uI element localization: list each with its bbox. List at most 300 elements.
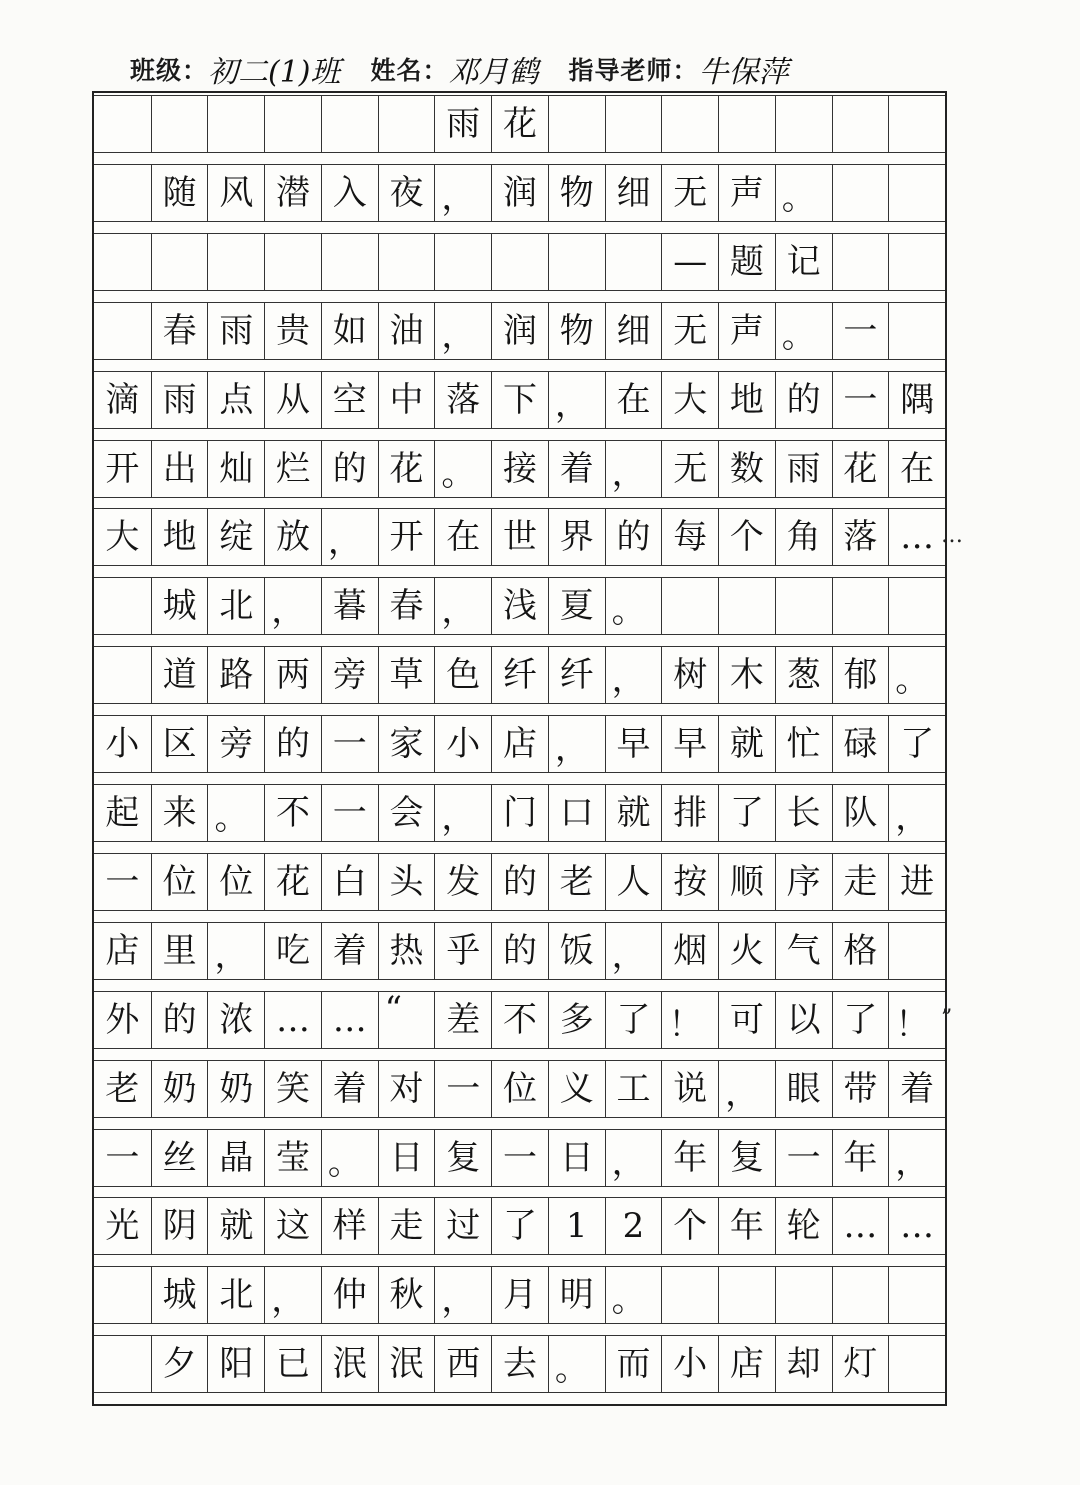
grid-cell bbox=[207, 96, 264, 152]
grid-cell: 碌 bbox=[832, 716, 889, 772]
grid-cell: 春 bbox=[378, 578, 435, 634]
grid-cell: 一 bbox=[832, 303, 889, 359]
grid-cell bbox=[718, 578, 775, 634]
grid-cell: 雨 bbox=[151, 372, 208, 428]
grid-cell: 饭 bbox=[548, 923, 605, 979]
grid-cell: 了 bbox=[491, 1198, 548, 1254]
grid-cell: 空 bbox=[321, 372, 378, 428]
grid-cell: 却 bbox=[775, 1336, 832, 1392]
grid-cell: 开 bbox=[105, 448, 140, 489]
grid-cell: ， bbox=[434, 785, 491, 841]
grid-cell: 烂 bbox=[264, 441, 321, 497]
grid-cell: 。 bbox=[605, 578, 662, 634]
grid-cell: 草 bbox=[378, 647, 435, 703]
grid-cell: 。 bbox=[605, 1267, 662, 1323]
grid-row bbox=[94, 233, 945, 291]
grid-cell: 老 bbox=[105, 1068, 140, 1109]
grid-cell: 一 bbox=[775, 1130, 832, 1186]
grid-cell: 着 bbox=[888, 1061, 945, 1117]
grid-cell: 奶 bbox=[207, 1061, 264, 1117]
grid-cell: 润 bbox=[491, 165, 548, 221]
grid-cell: 了 bbox=[605, 992, 662, 1048]
grid-row bbox=[94, 715, 945, 773]
grid-cell: 的 bbox=[491, 854, 548, 910]
grid-cell: 的 bbox=[264, 716, 321, 772]
grid-cell: 多 bbox=[548, 992, 605, 1048]
grid-cell: 明 bbox=[548, 1267, 605, 1323]
class-label: 班级： bbox=[130, 56, 209, 85]
grid-cell: 题 bbox=[718, 234, 775, 290]
grid-cell: 一 bbox=[105, 861, 140, 902]
grid-cell bbox=[832, 234, 889, 290]
grid-cell: 浓 bbox=[207, 992, 264, 1048]
grid-cell: 开 bbox=[378, 509, 435, 565]
grid-cell: 队 bbox=[832, 785, 889, 841]
grid-cell: 葱 bbox=[775, 647, 832, 703]
grid-cell: 记 bbox=[775, 234, 832, 290]
grid-cell: 店 bbox=[491, 716, 548, 772]
grid-cell: 年 bbox=[661, 1130, 718, 1186]
grid-row bbox=[94, 646, 945, 704]
grid-cell: 的 bbox=[605, 509, 662, 565]
grid-cell: 以 bbox=[775, 992, 832, 1048]
grid-cell: 就 bbox=[718, 716, 775, 772]
grid-cell: 阳 bbox=[207, 1336, 264, 1392]
grid-cell: 一 bbox=[491, 1130, 548, 1186]
grid-cell bbox=[321, 96, 378, 152]
grid-cell: 落 bbox=[434, 372, 491, 428]
grid-cell: ， bbox=[605, 441, 662, 497]
grid-cell: 工 bbox=[605, 1061, 662, 1117]
grid-cell: 月 bbox=[491, 1267, 548, 1323]
grid-cell bbox=[775, 578, 832, 634]
grid-cell: 在 bbox=[434, 509, 491, 565]
grid-cell: 乎 bbox=[434, 923, 491, 979]
grid-cell: 对 bbox=[378, 1061, 435, 1117]
grid-cell: 风 bbox=[207, 165, 264, 221]
grid-cell: 位 bbox=[151, 854, 208, 910]
grid-cell: 点 bbox=[207, 372, 264, 428]
grid-cell bbox=[378, 234, 435, 290]
grid-cell bbox=[491, 234, 548, 290]
grid-cell: 白 bbox=[321, 854, 378, 910]
grid-cell: ， bbox=[434, 578, 491, 634]
grid-cell: 格 bbox=[832, 923, 889, 979]
grid-cell bbox=[94, 165, 151, 221]
grid-cell: 角 bbox=[775, 509, 832, 565]
grid-cell: 。 bbox=[775, 303, 832, 359]
grid-cell: ， bbox=[888, 1130, 945, 1186]
grid-cell: 花 bbox=[832, 441, 889, 497]
grid-cell: 浅 bbox=[491, 578, 548, 634]
grid-row bbox=[94, 440, 945, 498]
grid-cell: 。 bbox=[548, 1336, 605, 1392]
grid-cell: 夕 bbox=[151, 1336, 208, 1392]
grid-cell: 随 bbox=[151, 165, 208, 221]
grid-cell: 一 bbox=[321, 716, 378, 772]
grid-cell: 口 bbox=[548, 785, 605, 841]
grid-cell: 泯 bbox=[321, 1336, 378, 1392]
grid-cell bbox=[605, 234, 662, 290]
grid-row bbox=[94, 1335, 945, 1393]
grid-cell: 差 bbox=[434, 992, 491, 1048]
grid-cell: 头 bbox=[378, 854, 435, 910]
grid-cell: 长 bbox=[775, 785, 832, 841]
grid-cell: ， bbox=[548, 716, 605, 772]
grid-cell: 贵 bbox=[264, 303, 321, 359]
grid-cell bbox=[151, 234, 208, 290]
grid-cell: 接 bbox=[491, 441, 548, 497]
grid-cell: 可 bbox=[718, 992, 775, 1048]
grid-cell: 一 bbox=[832, 372, 889, 428]
grid-cell: 泯 bbox=[378, 1336, 435, 1392]
grid-cell: 位 bbox=[491, 1061, 548, 1117]
grid-cell: 旁 bbox=[207, 716, 264, 772]
grid-cell: 旁 bbox=[321, 647, 378, 703]
grid-cell: 热 bbox=[378, 923, 435, 979]
teacher-value: 牛保萍 bbox=[698, 55, 789, 90]
grid-cell: 区 bbox=[151, 716, 208, 772]
grid-cell: 气 bbox=[775, 923, 832, 979]
grid-cell: 着 bbox=[321, 923, 378, 979]
grid-cell: 大 bbox=[661, 372, 718, 428]
grid-cell: 灿 bbox=[207, 441, 264, 497]
grid-cell: 奶 bbox=[151, 1061, 208, 1117]
grid-cell: ， bbox=[264, 578, 321, 634]
grid-cell: 起 bbox=[105, 793, 140, 833]
grid-cell bbox=[888, 1336, 945, 1392]
grid-cell: 店 bbox=[105, 930, 140, 971]
grid-cell: 阴 bbox=[151, 1198, 208, 1254]
grid-cell: 的 bbox=[491, 923, 548, 979]
grid-cell: 外 bbox=[105, 999, 140, 1040]
name-value: 邓月鹤 bbox=[448, 55, 539, 90]
grid-cell bbox=[888, 1267, 945, 1323]
grid-cell: 一 bbox=[321, 785, 378, 841]
grid-cell bbox=[832, 1267, 889, 1323]
grid-cell: 秋 bbox=[378, 1267, 435, 1323]
grid-cell: 落 bbox=[832, 509, 889, 565]
grid-cell: 小 bbox=[434, 716, 491, 772]
grid-cell: … bbox=[832, 1198, 889, 1254]
grid-cell: 。 bbox=[321, 1130, 378, 1186]
grid-cell bbox=[264, 234, 321, 290]
grid-cell bbox=[888, 234, 945, 290]
grid-cell bbox=[832, 578, 889, 634]
grid-cell: 年 bbox=[832, 1130, 889, 1186]
grid-cell: 早 bbox=[605, 716, 662, 772]
grid-cell: 小 bbox=[661, 1336, 718, 1392]
grid-cell: 日 bbox=[548, 1130, 605, 1186]
grid-cell bbox=[264, 96, 321, 152]
grid-cell bbox=[888, 923, 945, 979]
grid-cell bbox=[661, 1267, 718, 1323]
grid-cell: 油 bbox=[378, 303, 435, 359]
grid-cell: 色 bbox=[434, 647, 491, 703]
grid-cell: 如 bbox=[321, 303, 378, 359]
grid-cell bbox=[888, 96, 945, 152]
grid-cell: 不 bbox=[491, 992, 548, 1048]
grid-cell: ， bbox=[605, 923, 662, 979]
grid-cell: 而 bbox=[605, 1336, 662, 1392]
grid-cell: 入 bbox=[321, 165, 378, 221]
grid-cell: 序 bbox=[775, 854, 832, 910]
grid-cell: 隅 bbox=[888, 372, 945, 428]
grid-cell: 带 bbox=[832, 1061, 889, 1117]
grid-cell: 雨 bbox=[775, 441, 832, 497]
grid-cell bbox=[548, 96, 605, 152]
grid-cell: 城 bbox=[151, 578, 208, 634]
grid-cell: 光 bbox=[105, 1206, 140, 1247]
grid-cell: 花 bbox=[264, 854, 321, 910]
page-header bbox=[130, 40, 1020, 98]
grid-cell: ， bbox=[605, 1130, 662, 1186]
grid-cell bbox=[775, 96, 832, 152]
grid-cell: 早 bbox=[661, 716, 718, 772]
grid-row bbox=[94, 577, 945, 635]
grid-cell: 位 bbox=[207, 854, 264, 910]
grid-cell: 莹 bbox=[264, 1130, 321, 1186]
grid-cell: 一 bbox=[105, 1137, 140, 1178]
grid-cell: 放 bbox=[264, 509, 321, 565]
grid-cell: 走 bbox=[378, 1198, 435, 1254]
grid-cell bbox=[718, 96, 775, 152]
grid-cell: — bbox=[661, 234, 718, 290]
grid-cell: 说 bbox=[661, 1061, 718, 1117]
grid-cell: ， bbox=[321, 509, 378, 565]
grid-cell: 个 bbox=[661, 1198, 718, 1254]
grid-cell: 着 bbox=[548, 441, 605, 497]
grid-cell: 会 bbox=[378, 785, 435, 841]
grid-cell: 细 bbox=[605, 303, 662, 359]
grid-cell: 就 bbox=[605, 785, 662, 841]
grid-cell: 老 bbox=[548, 854, 605, 910]
grid-cell: 郁 bbox=[832, 647, 889, 703]
grid-cell: ， bbox=[718, 1061, 775, 1117]
grid-cell bbox=[94, 578, 151, 634]
grid-cell: 夜 bbox=[378, 165, 435, 221]
grid-cell: 木 bbox=[718, 647, 775, 703]
overflow-text: … bbox=[941, 523, 963, 549]
grid-cell: 下 bbox=[491, 372, 548, 428]
class-value: 初二(1)班 bbox=[208, 55, 341, 90]
grid-cell: 样 bbox=[321, 1198, 378, 1254]
grid-cell: … bbox=[888, 1198, 945, 1254]
grid-cell: 在 bbox=[888, 441, 945, 497]
grid-cell: 在 bbox=[605, 372, 662, 428]
grid-row bbox=[94, 95, 945, 153]
grid-cell: ， bbox=[207, 923, 264, 979]
grid-cell: 复 bbox=[718, 1130, 775, 1186]
grid-cell bbox=[832, 96, 889, 152]
grid-cell: 人 bbox=[605, 854, 662, 910]
grid-cell: 。 bbox=[775, 165, 832, 221]
grid-row bbox=[94, 1060, 945, 1118]
grid-cell: 花 bbox=[491, 96, 548, 152]
grid-cell: 灯 bbox=[832, 1336, 889, 1392]
grid-cell bbox=[94, 647, 151, 703]
grid-cell: 无 bbox=[661, 165, 718, 221]
grid-cell: 无 bbox=[661, 303, 718, 359]
grid-cell: 1 bbox=[548, 1198, 605, 1254]
grid-cell: 义 bbox=[548, 1061, 605, 1117]
grid-cell: 过 bbox=[434, 1198, 491, 1254]
grid-cell: 滴 bbox=[105, 379, 140, 420]
grid-cell: 。 bbox=[434, 441, 491, 497]
grid-row bbox=[94, 164, 945, 222]
grid-cell: 。 bbox=[207, 785, 264, 841]
grid-cell: 了 bbox=[832, 992, 889, 1048]
grid-cell: 已 bbox=[264, 1336, 321, 1392]
grid-cell: 纤 bbox=[548, 647, 605, 703]
grid-cell: ， bbox=[434, 165, 491, 221]
grid-cell: 。 bbox=[888, 647, 945, 703]
grid-cell: 轮 bbox=[775, 1198, 832, 1254]
teacher-label: 指导老师： bbox=[568, 56, 699, 85]
grid-cell: 数 bbox=[718, 441, 775, 497]
grid-cell bbox=[605, 96, 662, 152]
grid-cell: ， bbox=[434, 1267, 491, 1323]
grid-cell: 家 bbox=[378, 716, 435, 772]
grid-cell bbox=[888, 165, 945, 221]
grid-cell: 道 bbox=[151, 647, 208, 703]
grid-cell: 两 bbox=[264, 647, 321, 703]
grid-cell bbox=[94, 1336, 151, 1392]
grid-cell: 走 bbox=[832, 854, 889, 910]
grid-cell: 晶 bbox=[207, 1130, 264, 1186]
grid-cell: … bbox=[264, 992, 321, 1048]
grid-cell: … bbox=[888, 509, 945, 565]
grid-cell: 笑 bbox=[264, 1061, 321, 1117]
grid-cell: ， bbox=[605, 647, 662, 703]
grid-cell: 日 bbox=[378, 1130, 435, 1186]
grid-cell: 花 bbox=[378, 441, 435, 497]
grid-cell: 大 bbox=[105, 517, 140, 558]
grid-cell bbox=[94, 1267, 151, 1323]
grid-row bbox=[94, 922, 945, 980]
grid-cell: 着 bbox=[321, 1061, 378, 1117]
grid-cell: 雨 bbox=[434, 96, 491, 152]
grid-cell: 绽 bbox=[207, 509, 264, 565]
grid-cell: 暮 bbox=[321, 578, 378, 634]
grid-cell: 的 bbox=[151, 992, 208, 1048]
grid-cell bbox=[151, 96, 208, 152]
grid-cell: 从 bbox=[264, 372, 321, 428]
grid-cell bbox=[548, 234, 605, 290]
grid-cell: 火 bbox=[718, 923, 775, 979]
grid-cell: 吃 bbox=[264, 923, 321, 979]
grid-cell: 物 bbox=[548, 303, 605, 359]
grid-cell: “ bbox=[378, 992, 435, 1048]
grid-cell bbox=[434, 234, 491, 290]
grid-cell: 每 bbox=[661, 509, 718, 565]
grid-cell: 北 bbox=[207, 1267, 264, 1323]
grid-cell: 出 bbox=[151, 441, 208, 497]
grid-cell: ， bbox=[264, 1267, 321, 1323]
grid-cell bbox=[378, 96, 435, 152]
grid-row bbox=[94, 508, 963, 566]
grid-cell: 了 bbox=[718, 785, 775, 841]
grid-cell bbox=[321, 234, 378, 290]
grid-cell: 声 bbox=[718, 303, 775, 359]
grid-row bbox=[94, 853, 945, 911]
grid-cell: 的 bbox=[775, 372, 832, 428]
grid-cell bbox=[888, 303, 945, 359]
grid-cell: 去 bbox=[491, 1336, 548, 1392]
grid-cell bbox=[718, 1267, 775, 1323]
grid-cell: 按 bbox=[661, 854, 718, 910]
grid-cell: 丝 bbox=[151, 1130, 208, 1186]
grid-cell: 里 bbox=[151, 923, 208, 979]
grid-cell: 的 bbox=[321, 441, 378, 497]
grid-cell bbox=[661, 96, 718, 152]
grid-cell bbox=[207, 234, 264, 290]
grid-cell bbox=[94, 234, 151, 290]
grid-cell: 2 bbox=[605, 1198, 662, 1254]
grid-cell bbox=[661, 578, 718, 634]
grid-row bbox=[94, 1197, 945, 1255]
grid-row bbox=[94, 1129, 945, 1187]
grid-row bbox=[94, 988, 953, 1049]
grid-cell: 就 bbox=[207, 1198, 264, 1254]
grid-cell: 路 bbox=[207, 647, 264, 703]
grid-cell: ， bbox=[434, 303, 491, 359]
grid-row bbox=[94, 371, 945, 429]
grid-cell: 地 bbox=[718, 372, 775, 428]
grid-cell: 纤 bbox=[491, 647, 548, 703]
grid-cell: 不 bbox=[264, 785, 321, 841]
grid-cell: 潜 bbox=[264, 165, 321, 221]
grid-cell: 声 bbox=[718, 165, 775, 221]
name-label: 姓名： bbox=[370, 56, 449, 85]
grid-cell: 小 bbox=[105, 724, 140, 765]
grid-cell: ， bbox=[888, 785, 945, 841]
grid-cell: 夏 bbox=[548, 578, 605, 634]
grid-cell: 雨 bbox=[207, 303, 264, 359]
grid-cell: ！ bbox=[888, 992, 945, 1048]
grid-cell: 地 bbox=[151, 509, 208, 565]
grid-cell: ！ bbox=[661, 992, 718, 1048]
grid-cell bbox=[832, 165, 889, 221]
grid-cell: ， bbox=[548, 372, 605, 428]
grid-cell: 物 bbox=[548, 165, 605, 221]
grid-cell: 界 bbox=[548, 509, 605, 565]
grid-cell: 树 bbox=[661, 647, 718, 703]
grid-row bbox=[94, 784, 945, 842]
grid-cell: 润 bbox=[491, 303, 548, 359]
grid-cell: 春 bbox=[151, 303, 208, 359]
grid-cell: 了 bbox=[888, 716, 945, 772]
grid-cell: 顺 bbox=[718, 854, 775, 910]
grid-cell: 细 bbox=[605, 165, 662, 221]
grid-cell bbox=[94, 303, 151, 359]
grid-cell: 北 bbox=[207, 578, 264, 634]
grid-cell: 来 bbox=[151, 785, 208, 841]
grid-cell: 这 bbox=[264, 1198, 321, 1254]
grid-cell bbox=[94, 96, 151, 152]
grid-cell: 年 bbox=[718, 1198, 775, 1254]
grid-cell: 中 bbox=[378, 372, 435, 428]
grid-cell: 忙 bbox=[775, 716, 832, 772]
composition-grid bbox=[92, 91, 963, 1406]
grid-row bbox=[94, 1266, 945, 1324]
grid-cell: 无 bbox=[661, 441, 718, 497]
grid-cell: 店 bbox=[718, 1336, 775, 1392]
grid-cell: 个 bbox=[718, 509, 775, 565]
grid-cell: 复 bbox=[434, 1130, 491, 1186]
grid-cell: 发 bbox=[434, 854, 491, 910]
grid-cell: 西 bbox=[434, 1336, 491, 1392]
